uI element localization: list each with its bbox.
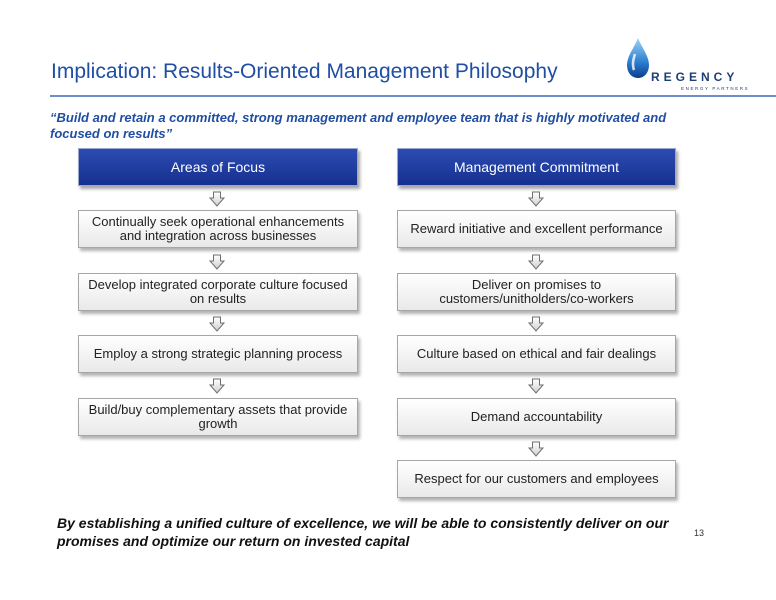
down-arrow-icon bbox=[209, 254, 225, 270]
flame-drop-icon bbox=[624, 36, 652, 80]
commitment-item-2: Deliver on promises to customers/unitholders/co-workers bbox=[397, 273, 676, 311]
page-number: 13 bbox=[694, 528, 705, 538]
commitment-header: Management Commitment bbox=[397, 148, 676, 186]
down-arrow-icon bbox=[209, 378, 225, 394]
down-arrow-icon bbox=[209, 316, 225, 332]
focus-item-4: Build/buy complementary assets that provide growth bbox=[78, 398, 358, 436]
down-arrow-icon bbox=[528, 441, 544, 457]
mission-quote: “Build and retain a committed, strong management and employee team that is highly motivated and focused on results” bbox=[50, 110, 667, 141]
down-arrow-icon bbox=[209, 191, 225, 207]
logo-name: REGENCY bbox=[651, 70, 739, 84]
title-divider bbox=[50, 95, 776, 97]
focus-item-2: Develop integrated corporate culture focused on results bbox=[78, 273, 358, 311]
down-arrow-icon bbox=[528, 378, 544, 394]
commitment-item-1: Reward initiative and excellent performance bbox=[397, 210, 676, 248]
slide-title: Implication: Results-Oriented Management Philosophy bbox=[51, 60, 558, 83]
commitment-item-4: Demand accountability bbox=[397, 398, 676, 436]
down-arrow-icon bbox=[528, 316, 544, 332]
focus-item-3: Employ a strong strategic planning process bbox=[78, 335, 358, 373]
company-logo bbox=[616, 36, 766, 98]
focus-header: Areas of Focus bbox=[78, 148, 358, 186]
commitment-item-3: Culture based on ethical and fair dealings bbox=[397, 335, 676, 373]
down-arrow-icon bbox=[528, 191, 544, 207]
focus-item-1: Continually seek operational enhancements and integration across businesses bbox=[78, 210, 358, 248]
down-arrow-icon bbox=[528, 254, 544, 270]
conclusion-statement: By establishing a unified culture of excellence, we will be able to consistently deliver on our promises and optimize our return on invested capital bbox=[57, 515, 669, 549]
commitment-item-5: Respect for our customers and employees bbox=[397, 460, 676, 498]
logo-subtitle: ENERGY PARTNERS bbox=[681, 86, 750, 91]
